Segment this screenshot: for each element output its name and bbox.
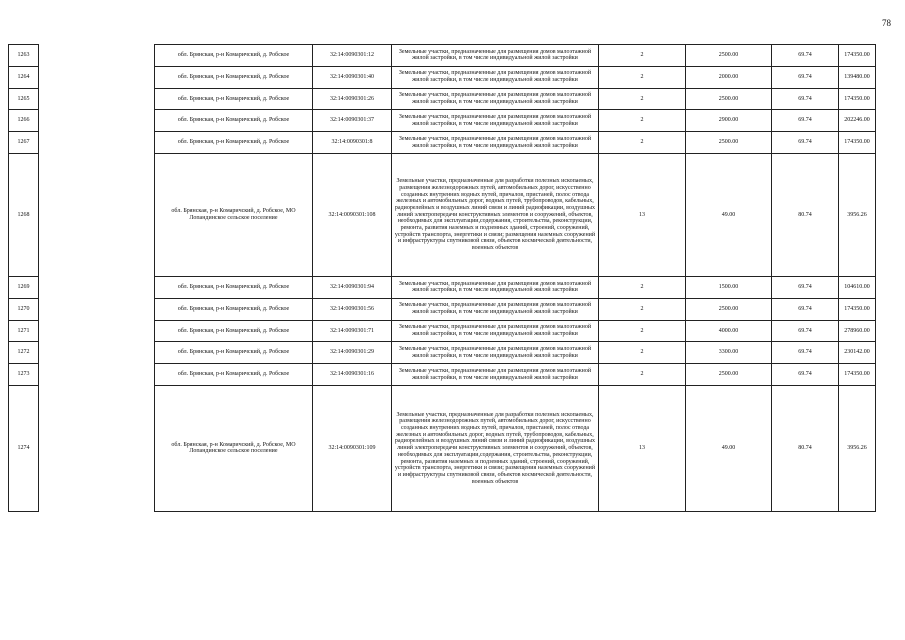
address-cell: обл. Брянская, р-н Комаричский, д. Робское bbox=[155, 342, 313, 364]
area-cell: 1500.00 bbox=[686, 276, 772, 298]
gap-cell bbox=[39, 298, 155, 320]
cadastral-value-cell: 104610.00 bbox=[839, 276, 876, 298]
land-use-description-cell: Земельные участки, предназначенные для размещения домов малоэтажной жилой застройки, в том числе индивидуальной жилой застройки bbox=[392, 342, 599, 364]
cadastral-number-cell: 32:14:0090301:29 bbox=[313, 342, 392, 364]
group-number-cell: 13 bbox=[599, 153, 686, 276]
cadastral-value-cell: 174350.00 bbox=[839, 298, 876, 320]
table-row bbox=[9, 385, 876, 511]
row-number-cell: 1273 bbox=[9, 364, 39, 386]
row-number-cell: 1264 bbox=[9, 66, 39, 88]
cadastral-value-cell: 3956.26 bbox=[839, 385, 876, 511]
table-row bbox=[9, 276, 876, 298]
land-use-description-cell: Земельные участки, предназначенные для размещения домов малоэтажной жилой застройки, в том числе индивидуальной жилой застройки bbox=[392, 276, 599, 298]
cadastral-number-cell: 32:14:0090301:37 bbox=[313, 110, 392, 132]
row-number-cell: 1267 bbox=[9, 132, 39, 154]
cadastral-number-cell: 32:14:0090301:26 bbox=[313, 88, 392, 110]
table-row bbox=[9, 66, 876, 88]
area-cell: 49.00 bbox=[686, 153, 772, 276]
land-use-description-cell: Земельные участки, предназначенные для размещения домов малоэтажной жилой застройки, в том числе индивидуальной жилой застройки bbox=[392, 132, 599, 154]
group-number-cell: 2 bbox=[599, 342, 686, 364]
land-use-description-cell: Земельные участки, предназначенные для размещения домов малоэтажной жилой застройки, в том числе индивидуальной жилой застройки bbox=[392, 66, 599, 88]
cadastral-number-cell: 32:14:0090301:56 bbox=[313, 298, 392, 320]
table-row bbox=[9, 88, 876, 110]
cadastral-value-cell: 3956.26 bbox=[839, 153, 876, 276]
land-use-description-cell: Земельные участки, предназначенные для размещения домов малоэтажной жилой застройки, в том числе индивидуальной жилой застройки bbox=[392, 320, 599, 342]
group-number-cell: 2 bbox=[599, 88, 686, 110]
land-use-description-cell: Земельные участки, предназначенные для размещения домов малоэтажной жилой застройки, в том числе индивидуальной жилой застройки bbox=[392, 364, 599, 386]
gap-cell bbox=[39, 364, 155, 386]
row-number-cell: 1265 bbox=[9, 88, 39, 110]
area-cell: 2900.00 bbox=[686, 110, 772, 132]
row-number-cell: 1268 bbox=[9, 153, 39, 276]
row-number-cell: 1270 bbox=[9, 298, 39, 320]
cadastral-value-cell: 174350.00 bbox=[839, 88, 876, 110]
land-use-description-cell: Земельные участки, предназначенные для разработки полезных ископаемых, размещения железнодорожных путей, автомобильных дорог, искусственно созданных внутренних водных путей, причалов, пристаней, полос отвода железных и автомобильных дорог, водных путей, трубопроводов, кабельных, радиорелейных и воздушных линий связи и линий радиофикации, воздушных линий электропередачи конструктивных элементов и сооружений, объектов, необходимых для эксплуатации,содержания, строительства, реконструкции, ремонта, развития наземных и подземных зданий, строений, сооружений, устройств транспорта, энергетики и связи; размещения наземных сооружений и инфраструктуры спутниковой связи, объектов космической деятельности, военных объектов bbox=[392, 153, 599, 276]
group-number-cell: 13 bbox=[599, 385, 686, 511]
land-use-description-cell: Земельные участки, предназначенные для размещения домов малоэтажной жилой застройки, в том числе индивидуальной жилой застройки bbox=[392, 298, 599, 320]
table-row bbox=[9, 153, 876, 276]
specific-value-cell: 69.74 bbox=[772, 66, 839, 88]
table-body bbox=[9, 45, 876, 512]
group-number-cell: 2 bbox=[599, 45, 686, 67]
specific-value-cell: 69.74 bbox=[772, 342, 839, 364]
table-row bbox=[9, 342, 876, 364]
address-cell: обл. Брянская, р-н Комаричский, д. Робское bbox=[155, 298, 313, 320]
group-number-cell: 2 bbox=[599, 320, 686, 342]
cadastral-value-cell: 230142.00 bbox=[839, 342, 876, 364]
area-cell: 4000.00 bbox=[686, 320, 772, 342]
address-cell: обл. Брянская, р-н Комаричский, д. Робское, МО Лопандинское сельское поселение bbox=[155, 153, 313, 276]
cadastral-number-cell: 32:14:0090301:94 bbox=[313, 276, 392, 298]
specific-value-cell: 80.74 bbox=[772, 385, 839, 511]
group-number-cell: 2 bbox=[599, 132, 686, 154]
cadastral-value-cell: 202246.00 bbox=[839, 110, 876, 132]
cadastral-value-cell: 174350.00 bbox=[839, 45, 876, 67]
address-cell: обл. Брянская, р-н Комаричский, д. Робское, МО Лопандинское сельское поселение bbox=[155, 385, 313, 511]
gap-cell bbox=[39, 320, 155, 342]
table-row bbox=[9, 364, 876, 386]
row-number-cell: 1271 bbox=[9, 320, 39, 342]
group-number-cell: 2 bbox=[599, 276, 686, 298]
table-row bbox=[9, 132, 876, 154]
row-number-cell: 1274 bbox=[9, 385, 39, 511]
row-number-cell: 1269 bbox=[9, 276, 39, 298]
specific-value-cell: 69.74 bbox=[772, 364, 839, 386]
address-cell: обл. Брянская, р-н Комаричский, д. Робское bbox=[155, 276, 313, 298]
gap-cell bbox=[39, 132, 155, 154]
gap-cell bbox=[39, 66, 155, 88]
table-row bbox=[9, 320, 876, 342]
table-row bbox=[9, 45, 876, 67]
cadastral-value-cell: 139480.00 bbox=[839, 66, 876, 88]
specific-value-cell: 80.74 bbox=[772, 153, 839, 276]
gap-cell bbox=[39, 153, 155, 276]
area-cell: 2500.00 bbox=[686, 88, 772, 110]
land-use-description-cell: Земельные участки, предназначенные для размещения домов малоэтажной жилой застройки, в том числе индивидуальной жилой застройки bbox=[392, 88, 599, 110]
area-cell: 2000.00 bbox=[686, 66, 772, 88]
specific-value-cell: 69.74 bbox=[772, 45, 839, 67]
cadastral-number-cell: 32:14:0090301:109 bbox=[313, 385, 392, 511]
area-cell: 2500.00 bbox=[686, 364, 772, 386]
gap-cell bbox=[39, 88, 155, 110]
cadastral-value-cell: 278960.00 bbox=[839, 320, 876, 342]
group-number-cell: 2 bbox=[599, 364, 686, 386]
land-use-description-cell: Земельные участки, предназначенные для размещения домов малоэтажной жилой застройки, в том числе индивидуальной жилой застройки bbox=[392, 45, 599, 67]
cadastral-number-cell: 32:14:0090301:16 bbox=[313, 364, 392, 386]
specific-value-cell: 69.74 bbox=[772, 276, 839, 298]
group-number-cell: 2 bbox=[599, 66, 686, 88]
page-number: 78 bbox=[882, 18, 891, 28]
row-number-cell: 1272 bbox=[9, 342, 39, 364]
specific-value-cell: 69.74 bbox=[772, 320, 839, 342]
specific-value-cell: 69.74 bbox=[772, 88, 839, 110]
area-cell: 2500.00 bbox=[686, 298, 772, 320]
cadastral-number-cell: 32:14:0090301:71 bbox=[313, 320, 392, 342]
gap-cell bbox=[39, 45, 155, 67]
address-cell: обл. Брянская, р-н Комаричский, д. Робское bbox=[155, 110, 313, 132]
specific-value-cell: 69.74 bbox=[772, 110, 839, 132]
cadastral-value-table bbox=[8, 44, 876, 512]
specific-value-cell: 69.74 bbox=[772, 298, 839, 320]
cadastral-number-cell: 32:14:0090301:12 bbox=[313, 45, 392, 67]
address-cell: обл. Брянская, р-н Комаричский, д. Робское bbox=[155, 66, 313, 88]
row-number-cell: 1266 bbox=[9, 110, 39, 132]
cadastral-value-cell: 174350.00 bbox=[839, 132, 876, 154]
gap-cell bbox=[39, 342, 155, 364]
address-cell: обл. Брянская, р-н Комаричский, д. Робское bbox=[155, 132, 313, 154]
area-cell: 2500.00 bbox=[686, 45, 772, 67]
area-cell: 2500.00 bbox=[686, 132, 772, 154]
cadastral-number-cell: 32:14:0090301:40 bbox=[313, 66, 392, 88]
area-cell: 49.00 bbox=[686, 385, 772, 511]
land-use-description-cell: Земельные участки, предназначенные для разработки полезных ископаемых, размещения железнодорожных путей, автомобильных дорог, искусственно созданных внутренних водных путей, причалов, пристаней, полос отвода железных и автомобильных дорог, водных путей, трубопроводов, кабельных, радиорелейных и воздушных линий связи и линий радиофикации, воздушных линий электропередачи конструктивных элементов и сооружений, объектов, необходимых для эксплуатации,содержания, строительства, реконструкции, ремонта, развития наземных и подземных зданий, строений, сооружений, устройств транспорта, энергетики и связи; размещения наземных сооружений и инфраструктуры спутниковой связи, объектов космической деятельности, военных объектов bbox=[392, 385, 599, 511]
gap-cell bbox=[39, 385, 155, 511]
group-number-cell: 2 bbox=[599, 110, 686, 132]
row-number-cell: 1263 bbox=[9, 45, 39, 67]
address-cell: обл. Брянская, р-н Комаричский, д. Робское bbox=[155, 364, 313, 386]
address-cell: обл. Брянская, р-н Комаричский, д. Робское bbox=[155, 88, 313, 110]
group-number-cell: 2 bbox=[599, 298, 686, 320]
cadastral-value-cell: 174350.00 bbox=[839, 364, 876, 386]
table-row bbox=[9, 298, 876, 320]
land-use-description-cell: Земельные участки, предназначенные для размещения домов малоэтажной жилой застройки, в том числе индивидуальной жилой застройки bbox=[392, 110, 599, 132]
specific-value-cell: 69.74 bbox=[772, 132, 839, 154]
table-row bbox=[9, 110, 876, 132]
gap-cell bbox=[39, 276, 155, 298]
cadastral-number-cell: 32:14:0090301:108 bbox=[313, 153, 392, 276]
cadastral-number-cell: 32:14:0090301:8 bbox=[313, 132, 392, 154]
address-cell: обл. Брянская, р-н Комаричский, д. Робское bbox=[155, 320, 313, 342]
gap-cell bbox=[39, 110, 155, 132]
area-cell: 3300.00 bbox=[686, 342, 772, 364]
address-cell: обл. Брянская, р-н Комаричский, д. Робское bbox=[155, 45, 313, 67]
